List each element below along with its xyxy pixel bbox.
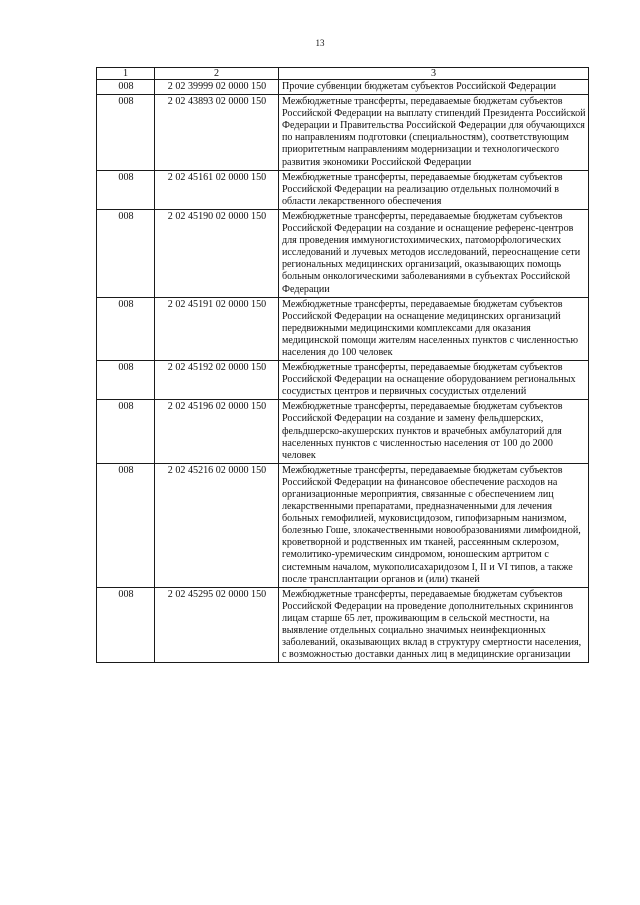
admin-code-cell: 008 [97, 361, 155, 400]
table-row [97, 80, 589, 95]
budget-code-cell: 2 02 45190 02 0000 150 [155, 209, 279, 297]
table-row [97, 209, 589, 297]
budget-revenue-table [96, 67, 589, 663]
revenue-name-cell: Межбюджетные трансферты, передаваемые бюджетам субъектов Российской Федерации на оснащение медицинских организаций передвижными медицинскими комплексами для оказания медицинской помощи жителям населенных пунктов с численностью населения до 100 человек [279, 297, 589, 360]
admin-code-cell: 008 [97, 95, 155, 171]
admin-code-cell: 008 [97, 297, 155, 360]
table-header-row [97, 68, 589, 80]
table-row [97, 463, 589, 587]
table-row [97, 361, 589, 400]
admin-code-cell: 008 [97, 170, 155, 209]
admin-code-cell: 008 [97, 209, 155, 297]
admin-code-cell: 008 [97, 463, 155, 587]
budget-code-cell: 2 02 45192 02 0000 150 [155, 361, 279, 400]
revenue-name-cell: Межбюджетные трансферты, передаваемые бюджетам субъектов Российской Федерации на финансовое обеспечение расходов на организационные мероприятия, связанные с обеспечением лиц лекарственными препаратами, предназначенными для лечения больных гемофилией, муковисцидозом, гипофизарным нанизмом, болезнью Гоше, злокачественными новообразованиями лимфоидной, кроветворной и родственных им тканей, рассеянным склерозом, гемолитико-уремическим синдромом, юношеским артритом с системным началом, мукополисахаридозом I, II и VI типов, а также после трансплантации органов и (или) тканей [279, 463, 589, 587]
page-number: 13 [315, 38, 325, 48]
revenue-name-cell: Прочие субвенции бюджетам субъектов Российской Федерации [279, 80, 589, 95]
budget-code-cell: 2 02 43893 02 0000 150 [155, 95, 279, 171]
budget-code-cell: 2 02 39999 02 0000 150 [155, 80, 279, 95]
revenue-name-cell: Межбюджетные трансферты, передаваемые бюджетам субъектов Российской Федерации на создание и оснащение референс-центров для проведения иммуногистохимических, патоморфологических исследований и лучевых методов исследований, переоснащение сети региональных медицинских организаций, оказывающих помощь больным онкологическими заболеваниями в субъектах Российской Федерации [279, 209, 589, 297]
table-row [97, 95, 589, 171]
admin-code-cell: 008 [97, 80, 155, 95]
table-row [97, 587, 589, 663]
table-row [97, 170, 589, 209]
budget-code-cell: 2 02 45161 02 0000 150 [155, 170, 279, 209]
revenue-name-cell: Межбюджетные трансферты, передаваемые бюджетам субъектов Российской Федерации на выплату стипендий Президента Российской Федерации и Правительства Российской Федерации для обучающихся по направлениям подготовки (специальностям), соответствующим приоритетным направлениям модернизации и технологического развития экономики Российской Федерации [279, 95, 589, 171]
admin-code-cell: 008 [97, 400, 155, 463]
revenue-name-cell: Межбюджетные трансферты, передаваемые бюджетам субъектов Российской Федерации на создание и замену фельдшерских, фельдшерско-акушерских пунктов и врачебных амбулаторий для населенных пунктов с численностью населения от 100 до 2000 человек [279, 400, 589, 463]
budget-code-cell: 2 02 45191 02 0000 150 [155, 297, 279, 360]
column-header-3: 3 [279, 68, 589, 80]
budget-code-cell: 2 02 45216 02 0000 150 [155, 463, 279, 587]
revenue-name-cell: Межбюджетные трансферты, передаваемые бюджетам субъектов Российской Федерации на оснащение оборудованием региональных сосудистых центров и первичных сосудистых отделений [279, 361, 589, 400]
table-row [97, 400, 589, 463]
table-row [97, 297, 589, 360]
column-header-1: 1 [97, 68, 155, 80]
revenue-name-cell: Межбюджетные трансферты, передаваемые бюджетам субъектов Российской Федерации на реализацию отдельных полномочий в области лекарственного обеспечения [279, 170, 589, 209]
revenue-name-cell: Межбюджетные трансферты, передаваемые бюджетам субъектов Российской Федерации на проведение дополнительных скринингов лицам старше 65 лет, проживающим в сельской местности, на выявление отдельных социально значимых неинфекционных заболеваний, оказывающих вклад в структуру смертности населения, с возможностью доставки данных лиц в медицинские организации [279, 587, 589, 663]
admin-code-cell: 008 [97, 587, 155, 663]
budget-code-cell: 2 02 45196 02 0000 150 [155, 400, 279, 463]
column-header-2: 2 [155, 68, 279, 80]
budget-code-cell: 2 02 45295 02 0000 150 [155, 587, 279, 663]
